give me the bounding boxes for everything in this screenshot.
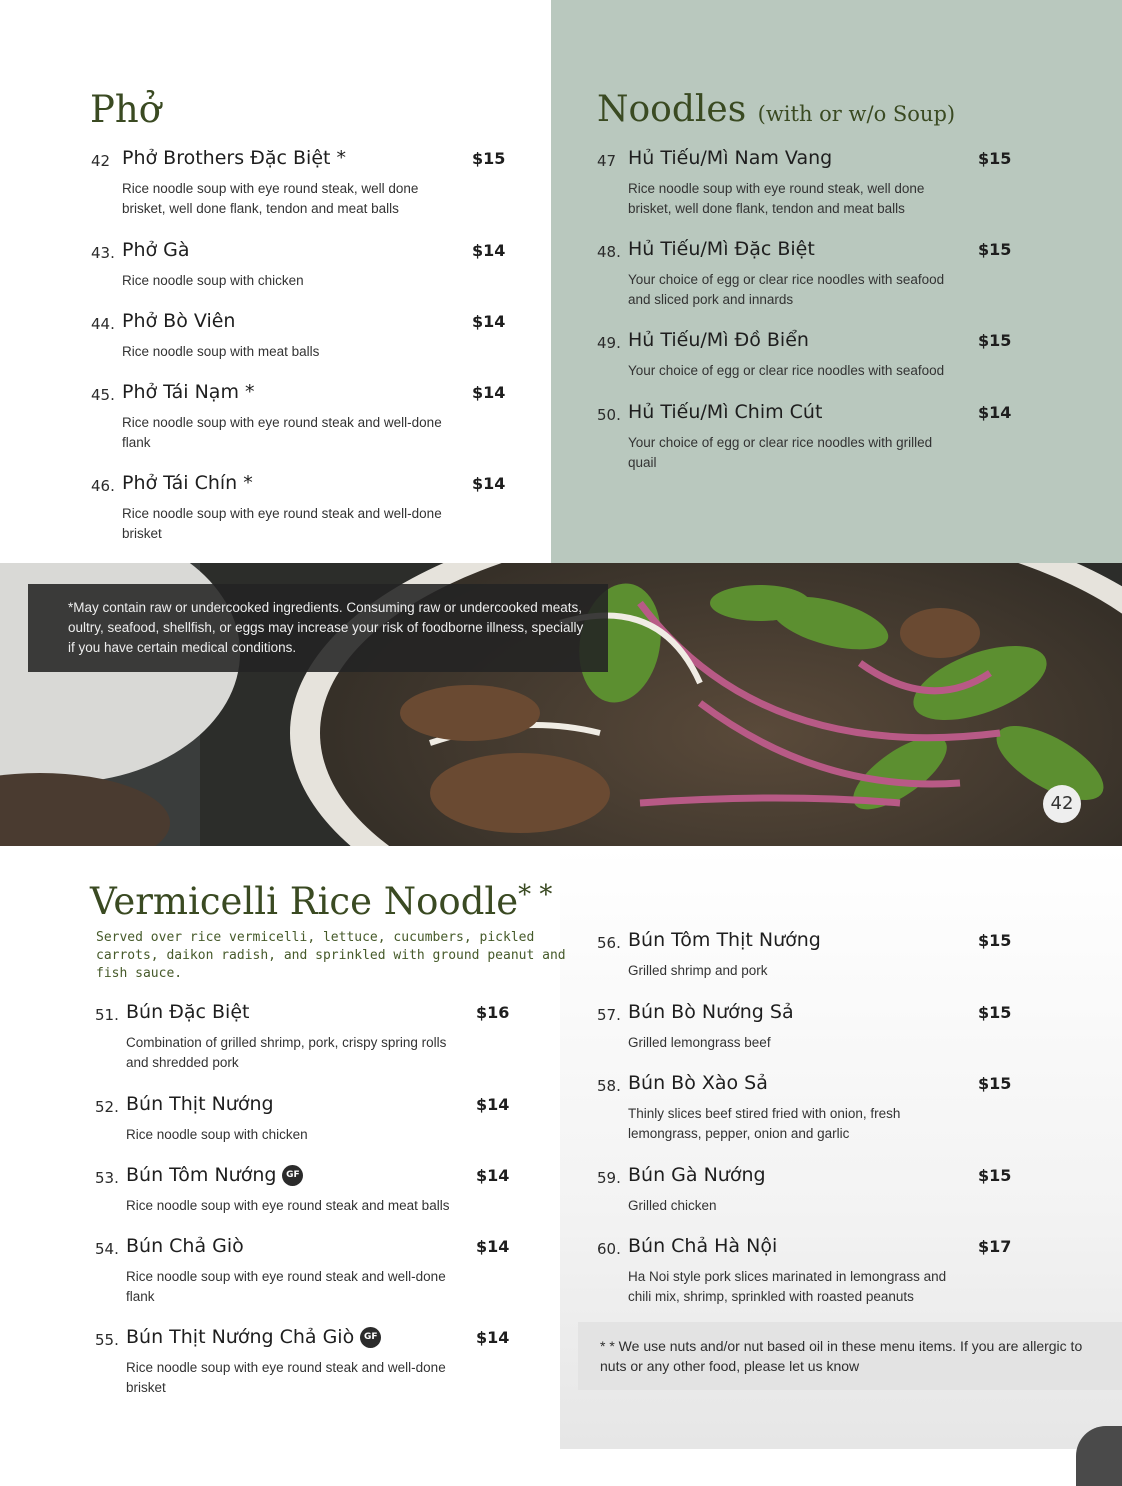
item-number: 58. <box>597 1077 621 1095</box>
page-corner-tab <box>1076 1426 1122 1486</box>
item-name: Bún Đặc Biệt <box>126 1001 250 1023</box>
gluten-free-badge: GF <box>282 1165 303 1186</box>
item-price: $15 <box>978 240 1012 259</box>
menu-item <box>597 1164 1017 1216</box>
menu-item <box>597 401 1017 473</box>
item-description: Grilled shrimp and pork <box>628 963 768 978</box>
item-number: 48. <box>597 243 621 261</box>
item-price: $14 <box>978 403 1012 422</box>
item-price: $16 <box>476 1003 510 1022</box>
item-description: Rice noodle soup with eye round steak and well-done brisket <box>126 1360 446 1395</box>
item-price: $17 <box>978 1237 1012 1256</box>
item-price: $14 <box>476 1328 510 1347</box>
item-name: Phở Tái Nạm * <box>122 381 255 403</box>
item-description: Rice noodle soup with eye round steak and well-done flank <box>126 1269 446 1304</box>
item-name: Phở Tái Chín * <box>122 472 253 494</box>
vermicelli-section-title <box>90 880 552 923</box>
item-number: 46. <box>91 477 115 495</box>
menu-item <box>91 381 511 453</box>
item-description: Grilled chicken <box>628 1198 717 1213</box>
item-price: $15 <box>978 1003 1012 1022</box>
item-name: Bún Chả Giò <box>126 1235 244 1257</box>
item-price: $14 <box>472 383 506 402</box>
menu-item <box>597 147 1017 219</box>
item-name: Bún Tôm Thịt Nướng <box>628 929 821 951</box>
vermicelli-intro: Served over rice vermicelli, lettuce, cucumbers, pickled carrots, daikon radish, and sprinkled with ground peanut and fish sauce. <box>96 930 566 981</box>
item-price: $14 <box>476 1166 510 1185</box>
allergy-note-box <box>578 1322 1122 1390</box>
item-price: $15 <box>978 331 1012 350</box>
item-description: Your choice of egg or clear rice noodles with seafood <box>628 363 945 378</box>
item-price: $14 <box>476 1095 510 1114</box>
noodles-section-title <box>597 89 955 130</box>
menu-item <box>597 1001 1017 1053</box>
menu-item <box>91 310 511 362</box>
item-number: 52. <box>95 1098 119 1116</box>
item-price: $15 <box>978 149 1012 168</box>
menu-item <box>597 929 1017 981</box>
menu-item <box>95 1001 515 1073</box>
vermicelli-title-text: Vermicelli Rice Noodle <box>90 880 519 923</box>
item-number: 60. <box>597 1240 621 1258</box>
item-name: Bún Gà Nướng <box>628 1164 766 1186</box>
noodles-subtitle: (with or w/o Soup) <box>757 102 956 126</box>
item-name: Bún Bò Nướng Sả <box>628 1001 794 1023</box>
item-number: 59. <box>597 1169 621 1187</box>
item-description: Rice noodle soup with chicken <box>126 1127 308 1142</box>
item-name: Hủ Tiếu/Mì Đặc Biệt <box>628 238 815 260</box>
item-price: $15 <box>978 1166 1012 1185</box>
item-number: 49. <box>597 334 621 352</box>
item-description: Rice noodle soup with eye round steak and well-done flank <box>122 415 442 450</box>
item-price: $14 <box>472 312 506 331</box>
item-name: Phở Gà <box>122 239 190 261</box>
item-description: Rice noodle soup with eye round steak and meat balls <box>126 1198 450 1213</box>
item-name: Phở Bò Viên <box>122 310 236 332</box>
item-name-text: Bún Tôm Nướng <box>126 1164 277 1186</box>
item-number: 51. <box>95 1006 119 1024</box>
menu-item <box>597 1235 1017 1307</box>
item-name: Hủ Tiếu/Mì Chim Cút <box>628 401 823 423</box>
item-description: Rice noodle soup with eye round steak, well done brisket, well done flank, tendon and meat balls <box>122 181 419 216</box>
page-number: 42 <box>1043 785 1081 823</box>
item-name: Bún Bò Xào Sả <box>628 1072 768 1094</box>
menu-item <box>91 239 511 291</box>
item-price: $14 <box>472 241 506 260</box>
menu-item <box>597 1072 1017 1144</box>
item-price: $15 <box>472 149 506 168</box>
item-description: Your choice of egg or clear rice noodles with grilled quail <box>628 435 933 470</box>
item-number: 56. <box>597 934 621 952</box>
item-name <box>126 1326 381 1348</box>
item-number: 54. <box>95 1240 119 1258</box>
menu-item <box>95 1235 515 1307</box>
vermicelli-title-mark: * * <box>518 880 553 910</box>
item-description: Rice noodle soup with chicken <box>122 273 304 288</box>
item-name-text: Bún Thịt Nướng Chả Giò <box>126 1326 355 1348</box>
menu-item <box>95 1326 515 1398</box>
item-number: 50. <box>597 406 621 424</box>
item-name: Bún Chả Hà Nội <box>628 1235 778 1257</box>
item-number: 43. <box>91 244 115 262</box>
item-description: Rice noodle soup with meat balls <box>122 344 320 359</box>
allergy-note: * * We use nuts and/or nut based oil in these menu items. If you are allergic to nuts or any other food, please let us know <box>600 1338 1083 1374</box>
item-number: 44. <box>91 315 115 333</box>
gluten-free-badge: GF <box>360 1327 381 1348</box>
item-name <box>126 1164 303 1186</box>
item-description: Rice noodle soup with eye round steak and well-done brisket <box>122 506 442 541</box>
noodles-title-text: Noodles <box>597 89 747 130</box>
item-number: 57. <box>597 1006 621 1024</box>
item-number: 42 <box>91 152 111 170</box>
menu-item <box>597 329 1017 381</box>
item-description: Grilled lemongrass beef <box>628 1035 771 1050</box>
item-number: 47 <box>597 152 617 170</box>
item-description: Thinly slices beef stired fried with onion, fresh lemongrass, pepper, onion and garlic <box>628 1106 901 1141</box>
item-number: 53. <box>95 1169 119 1187</box>
menu-item <box>95 1093 515 1145</box>
item-name: Hủ Tiếu/Mì Đồ Biển <box>628 329 809 351</box>
menu-item <box>91 147 511 219</box>
item-price: $15 <box>978 931 1012 950</box>
item-name: Phở Brothers Đặc Biệt * <box>122 147 346 169</box>
item-name: Hủ Tiếu/Mì Nam Vang <box>628 147 833 169</box>
item-number: 55. <box>95 1331 119 1349</box>
pho-section-title: Phở <box>90 88 162 131</box>
item-price: $14 <box>472 474 506 493</box>
item-number: 45. <box>91 386 115 404</box>
item-price: $14 <box>476 1237 510 1256</box>
menu-item <box>597 238 1017 310</box>
item-name: Bún Thịt Nướng <box>126 1093 274 1115</box>
item-description: Ha Noi style pork slices marinated in lemongrass and chili mix, shrimp, sprinkled with roasted peanuts <box>628 1269 947 1304</box>
item-description: Your choice of egg or clear rice noodles with seafood and sliced pork and innards <box>628 272 945 307</box>
menu-item <box>95 1164 515 1216</box>
item-description: Combination of grilled shrimp, pork, crispy spring rolls and shredded pork <box>126 1035 447 1070</box>
menu-item <box>91 472 511 544</box>
item-description: Rice noodle soup with eye round steak, well done brisket, well done flank, tendon and meat balls <box>628 181 925 216</box>
item-price: $15 <box>978 1074 1012 1093</box>
raw-food-warning: *May contain raw or undercooked ingredients. Consuming raw or undercooked meats, oultry, seafood, shellfish, or eggs may increase your risk of foodborne illness, specially if you have certain medical conditions. <box>28 584 608 672</box>
